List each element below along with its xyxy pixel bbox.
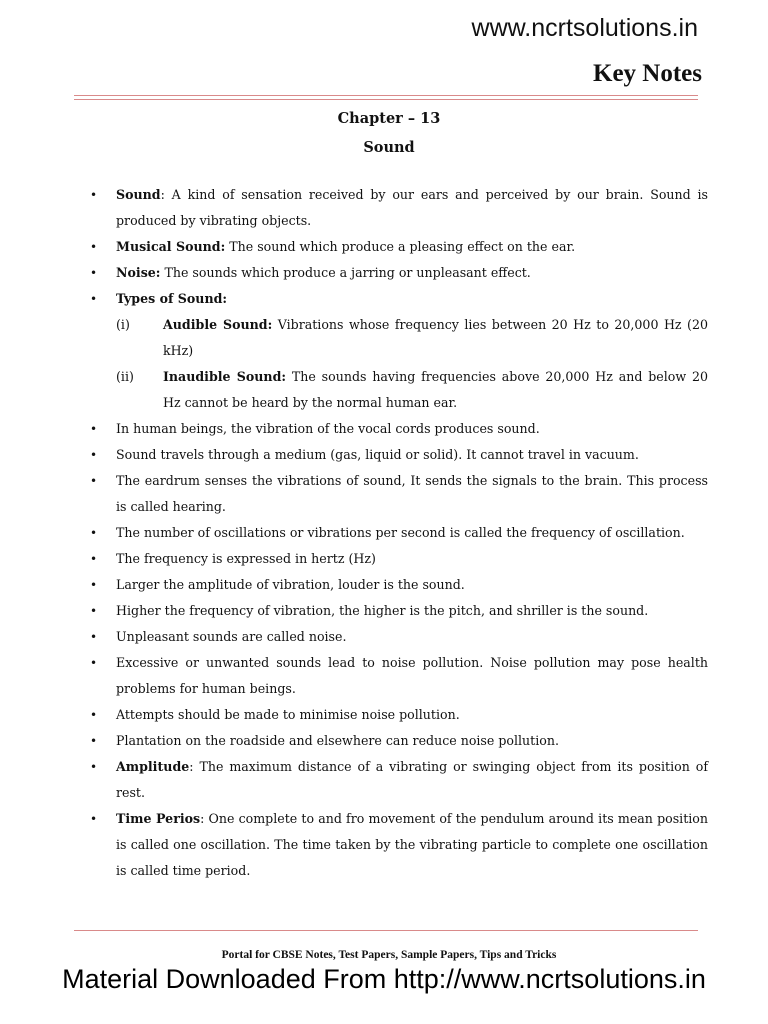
bullet-icon: • <box>90 604 98 618</box>
list-item <box>90 286 708 312</box>
item-text: The frequency is expressed in hertz (Hz) <box>116 551 376 566</box>
item-term: Sound <box>116 187 161 202</box>
download-banner: Material Downloaded From http://www.ncrtsolutions.in <box>62 964 706 994</box>
bullet-icon: • <box>90 474 98 488</box>
item-text: Unpleasant sounds are called noise. <box>116 629 347 644</box>
sub-item-term: Inaudible Sound: <box>163 369 287 384</box>
bullet-icon: • <box>90 656 98 670</box>
notes-list <box>90 182 708 884</box>
list-item <box>90 546 708 572</box>
item-term: Musical Sound: <box>116 239 226 254</box>
bullet-icon: • <box>90 266 98 280</box>
bullet-icon: • <box>90 292 98 306</box>
item-text: : The maximum distance of a vibrating or swinging object from its position of rest. <box>116 759 708 800</box>
list-item <box>90 650 708 702</box>
list-item <box>90 702 708 728</box>
list-item <box>90 806 708 884</box>
list-item <box>90 182 708 234</box>
item-term: Amplitude <box>116 759 190 774</box>
sub-item-text: Vibrations whose frequency lies between 20 Hz to 20,000 Hz (20 kHz) <box>163 317 708 358</box>
bullet-icon: • <box>90 812 98 826</box>
header-divider <box>74 95 698 96</box>
item-term: Time Perios <box>116 811 201 826</box>
sub-item-term: Audible Sound: <box>163 317 273 332</box>
item-text: The eardrum senses the vibrations of sound, It sends the signals to the brain. This process is called hearing. <box>116 473 708 514</box>
list-item <box>90 468 708 520</box>
bullet-icon: • <box>90 630 98 644</box>
item-text: Sound travels through a medium (gas, liquid or solid). It cannot travel in vacuum. <box>116 447 639 462</box>
list-item <box>90 572 708 598</box>
bullet-icon: • <box>90 422 98 436</box>
site-url: www.ncrtsolutions.in <box>471 14 698 42</box>
item-text: Attempts should be made to minimise noise pollution. <box>116 707 460 722</box>
chapter-title: Sound <box>363 139 415 156</box>
item-text: In human beings, the vibration of the vocal cords produces sound. <box>116 421 540 436</box>
item-term: Types of Sound: <box>116 291 228 306</box>
header-divider-secondary <box>74 99 698 100</box>
bullet-icon: • <box>90 552 98 566</box>
list-item <box>90 416 708 442</box>
list-item <box>90 754 708 806</box>
bullet-icon: • <box>90 708 98 722</box>
bullet-icon: • <box>90 188 98 202</box>
footer-portal-text: Portal for CBSE Notes, Test Papers, Sample Papers, Tips and Tricks <box>221 949 557 961</box>
sub-item-label: (ii) <box>116 369 134 384</box>
footer-divider <box>74 930 698 931</box>
list-item <box>90 234 708 260</box>
sub-list-item <box>90 312 708 364</box>
item-text: The sound which produce a pleasing effect on the ear. <box>225 239 576 254</box>
key-notes-heading: Key Notes <box>593 60 702 87</box>
sub-list-item <box>90 364 708 416</box>
item-text: Excessive or unwanted sounds lead to noise pollution. Noise pollution may pose health problems for human beings. <box>116 655 708 696</box>
bullet-icon: • <box>90 240 98 254</box>
item-text: : A kind of sensation received by our ears and perceived by our brain. Sound is produced by vibrating objects. <box>116 187 708 228</box>
item-text: Larger the amplitude of vibration, louder is the sound. <box>116 577 465 592</box>
bullet-icon: • <box>90 526 98 540</box>
item-text: Plantation on the roadside and elsewhere can reduce noise pollution. <box>116 733 559 748</box>
list-item <box>90 260 708 286</box>
item-text: The sounds which produce a jarring or unpleasant effect. <box>160 265 531 280</box>
bullet-icon: • <box>90 578 98 592</box>
chapter-number: Chapter – 13 <box>337 110 441 127</box>
list-item <box>90 520 708 546</box>
list-item <box>90 442 708 468</box>
bullet-icon: • <box>90 760 98 774</box>
list-item <box>90 624 708 650</box>
item-term: Noise: <box>116 265 161 280</box>
list-item <box>90 598 708 624</box>
list-item <box>90 728 708 754</box>
item-text: The number of oscillations or vibrations per second is called the frequency of oscillation. <box>116 525 685 540</box>
item-text: : One complete to and fro movement of the pendulum around its mean position is called one oscillation. The time taken by the vibrating particle to complete one oscillation is called time period. <box>116 811 708 878</box>
bullet-icon: • <box>90 448 98 462</box>
sub-item-text: The sounds having frequencies above 20,000 Hz and below 20 Hz cannot be heard by the normal human ear. <box>163 369 709 410</box>
bullet-icon: • <box>90 734 98 748</box>
item-text: Higher the frequency of vibration, the higher is the pitch, and shriller is the sound. <box>116 603 649 618</box>
sub-item-label: (i) <box>116 317 130 332</box>
